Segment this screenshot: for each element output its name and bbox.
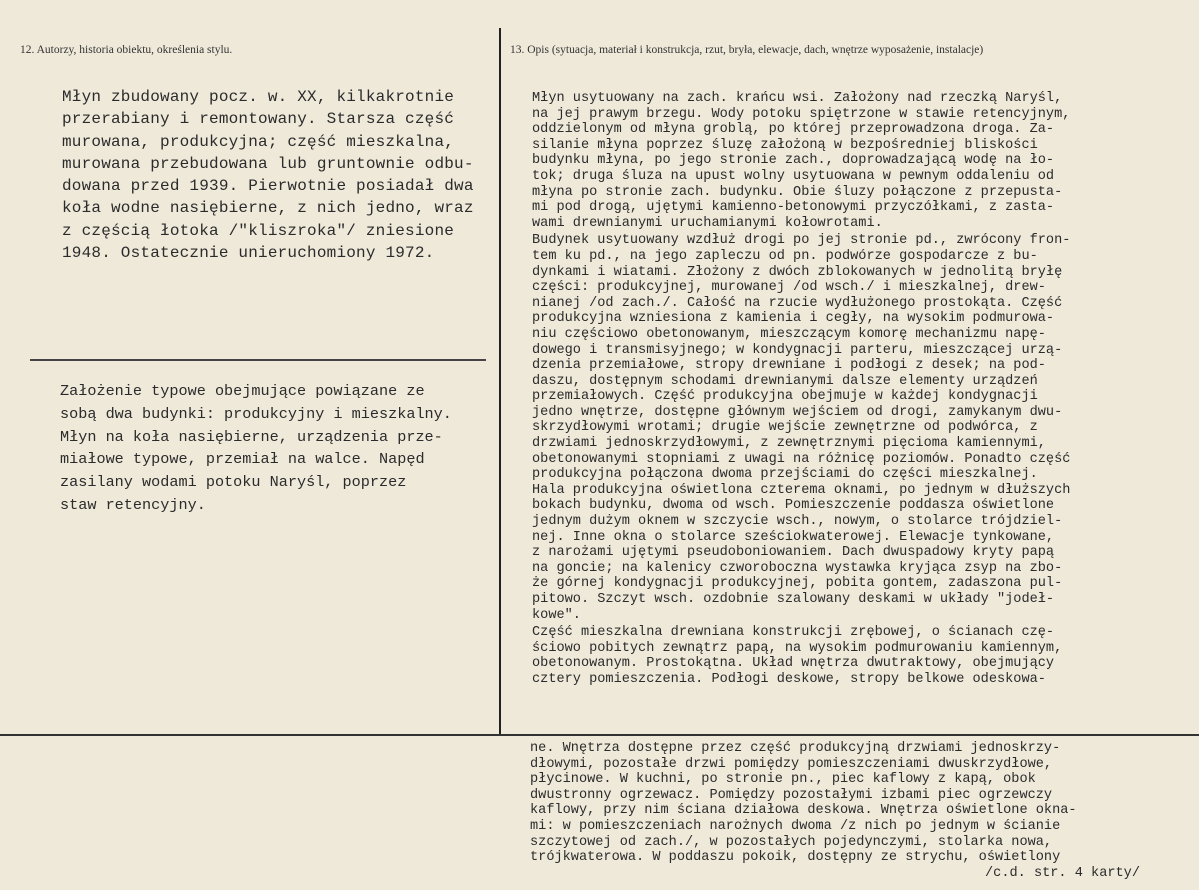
text-line: tem ku pd., na jego zapleczu od pn. podwórze gospodarcze z bu- xyxy=(532,248,1038,264)
text-line: cztery pomieszczenia. Podłogi deskowe, stropy belkowe odeskowa- xyxy=(532,671,1046,687)
text-line: części: produkcyjnej, murowanej /od wsch./ i mieszkalnej, drew- xyxy=(532,280,1046,296)
left-section-divider xyxy=(30,359,486,361)
column-divider xyxy=(499,28,501,734)
text-line: drzwiami jednoskrzydłowymi, z zewnętrznymi pięcioma kamiennymi, xyxy=(532,436,1046,452)
paragraph xyxy=(532,625,1070,687)
text-line: płycinowe. W kuchni, po stronie pn., piec kaflowy z kapą, obok xyxy=(530,772,1036,788)
text-line: na goncie; na kalenicy czworoboczna wystawka kryjąca zsyp na zbo- xyxy=(532,560,1063,576)
text-line: kaflowy, przy nim ściana działowa deskowa. Wnętrza oświetlone okna- xyxy=(530,803,1077,819)
text-line: oddzielonym od młyna groblą, po której przeprowadzona droga. Za- xyxy=(532,122,1055,138)
text-line: zasilany wodami potoku Naryśl, poprzez xyxy=(60,473,407,492)
text-line: jedno wnętrze, dostępne głównym wejściem od drogi, zamykanym dwu- xyxy=(532,404,1063,420)
text-line: murowana, produkcyjna; część mieszkalna, xyxy=(62,132,455,151)
text-line: niu częściowo obetonowanym, mieszczącym komorę mechanizmu napę- xyxy=(532,326,1046,342)
text-line: dwustronny ogrzewacz. Pomiędzy pozostałymi izbami piec ogrzewczy xyxy=(530,787,1053,803)
description-continuation-text xyxy=(530,741,1140,881)
text-line: z częścią łotoka /"kliszroka"/ zniesione xyxy=(62,221,455,240)
text-line: z narożami ujętymi pseudoboniowaniem. Dach dwuspadowy kryty papą xyxy=(532,545,1055,561)
text-line: budynku młyna, po jego stronie zach., doprowadzającą wodę na ło- xyxy=(532,153,1055,169)
text-line: Część mieszkalna drewniana konstrukcji zrębowej, o ścianach czę- xyxy=(532,625,1055,641)
text-line: pitowo. Szczyt wsch. ozdobnie szalowany deskami w układy "jodeł- xyxy=(532,592,1055,607)
text-line: staw retencyjny. xyxy=(60,495,206,514)
section-13-header: 13. Opis (sytuacja, materiał i konstrukcja, rzut, bryła, elewacje, dach, wnętrze wyposażenie, instalacje) xyxy=(510,44,984,56)
text-line: mi pod drogą, ujętymi kamienno-betonowymi przyczółkami, z zasta- xyxy=(532,200,1055,216)
text-line: przemiałowych. Część produkcyjna obejmuje w każdej kondygnacji xyxy=(532,389,1038,405)
text-line: przerabiany i remontowany. Starsza część xyxy=(62,110,455,129)
text-line: nej. Inne okna o stolarce sześciokwaterowej. Elewacje tynkowane, xyxy=(532,529,1055,545)
text-line: wami drewnianymi uruchamianymi kołowrotami. xyxy=(532,215,883,231)
description-text xyxy=(532,91,1070,688)
text-line: produkcyjna wzniesiona z kamienia i cegły, na wysokim podmurowa- xyxy=(532,311,1055,327)
text-line: mi: w pomieszczeniach narożnych dwoma /z nich po jednym w ścianie xyxy=(530,818,1061,834)
text-line: dowana przed 1939. Pierwotnie posiadał dwa xyxy=(62,177,474,196)
style-text xyxy=(60,380,452,517)
text-line: obetonowanymi stopniami z uwagi na różnicę poziomów. Ponadto część xyxy=(532,451,1071,467)
text-line: tok; druga śluza na upust wolny usytuowana w pewnym oddaleniu od xyxy=(532,168,1055,184)
text-line: Młyn na koła nasiębierne, urządzenia prze- xyxy=(60,427,443,446)
continuation-note: /c.d. str. 4 karty/ xyxy=(985,865,1140,881)
text-line: miałowe typowe, przemiał na walce. Napęd xyxy=(60,450,425,469)
paragraph xyxy=(532,91,1070,231)
text-line: Młyn usytuowany na zach. krańcu wsi. Założony nad rzeczką Naryśl, xyxy=(532,91,1063,106)
text-line: trójkwaterowa. W poddaszu pokoik, dostępny ze strychu, oświetlony xyxy=(530,850,1061,866)
text-line: Założenie typowe obejmujące powiązane ze xyxy=(60,382,425,400)
text-line: Budynek usytuowany wzdłuż drogi po jej stronie pd., zwrócony fron- xyxy=(532,233,1071,249)
section-12-header: 12. Autorzy, historia obiektu, określenia stylu. xyxy=(20,44,233,56)
text-line: na jej prawym brzegu. Wody potoku spiętrzone w stawie retencyjnym, xyxy=(532,106,1071,122)
text-line: jednym dużym oknem w szczycie wsch., nowym, o stolarce trójdziel- xyxy=(532,514,1063,530)
text-line: Hala produkcyjna oświetlona czterema oknami, po jednym w dłuższych xyxy=(532,482,1071,498)
text-line: młyna po stronie zach. budynku. Obie śluzy połączone z przepusta- xyxy=(532,184,1063,200)
paragraph xyxy=(532,233,1070,623)
text-line: szczytowej od zach./, w pozostałych pojedynczymi, stolarka nowa, xyxy=(530,834,1053,850)
text-line: dynkami i wiatami. Złożony z dwóch zblokowanych w jednolitą bryłę xyxy=(532,264,1063,280)
bottom-section-divider xyxy=(0,734,1199,736)
text-line: daszu, dostępnym schodami drewnianymi dalsze elementy urządzeń xyxy=(532,373,1038,389)
text-line: że górnej kondygnacji produkcyjnej, pobita gontem, zadaszona pul- xyxy=(532,576,1063,592)
text-line: kowe". xyxy=(532,607,581,623)
text-line: produkcyjna połączona dwoma przejściami do części mieszkalnej. xyxy=(532,467,1038,483)
text-line: bokach budynku, dwoma od wsch. Pomieszczenie poddasza oświetlone xyxy=(532,498,1055,514)
text-line: ne. Wnętrza dostępne przez część produkcyjną drzwiami jednoskrzy- xyxy=(530,741,1061,756)
text-line: skrzydłowymi wrotami; drugie wejście zewnętrzne od podwórca, z xyxy=(532,420,1038,436)
text-line: obetonowanym. Prostokątna. Układ wnętrza dwutraktowy, obejmujący xyxy=(532,656,1055,672)
text-line: ściowo pobitych zewnątrz papą, na wysokim podmurowaniu kamiennym, xyxy=(532,640,1063,656)
text-line: nianej /od zach./. Całość na rzucie wydłużonego prostokąta. Część xyxy=(532,295,1063,311)
text-line: sobą dwa budynki: produkcyjny i mieszkalny. xyxy=(60,404,452,423)
text-line: koła wodne nasiębierne, z nich jedno, wraz xyxy=(62,199,474,218)
text-line: 1948. Ostatecznie unieruchomiony 1972. xyxy=(62,244,435,263)
history-text xyxy=(62,86,474,264)
text-line: dłowymi, pozostałe drzwi pomiędzy pomieszczeniami dwuskrzydłowe, xyxy=(530,756,1053,772)
text-line: dzenia przemiałowe, stropy drewniane i podłogi z desek; na pod- xyxy=(532,358,1046,374)
text-line: dowego i transmisyjnego; w kondygnacji parteru, mieszczącej urzą- xyxy=(532,342,1063,358)
text-line: silanie młyna poprzez śluzę założoną w bezpośredniej bliskości xyxy=(532,137,1038,153)
text-line: murowana przebudowana lub gruntownie odbu- xyxy=(62,154,474,173)
text-line: Młyn zbudowany pocz. w. XX, kilkakrotnie xyxy=(62,88,455,106)
